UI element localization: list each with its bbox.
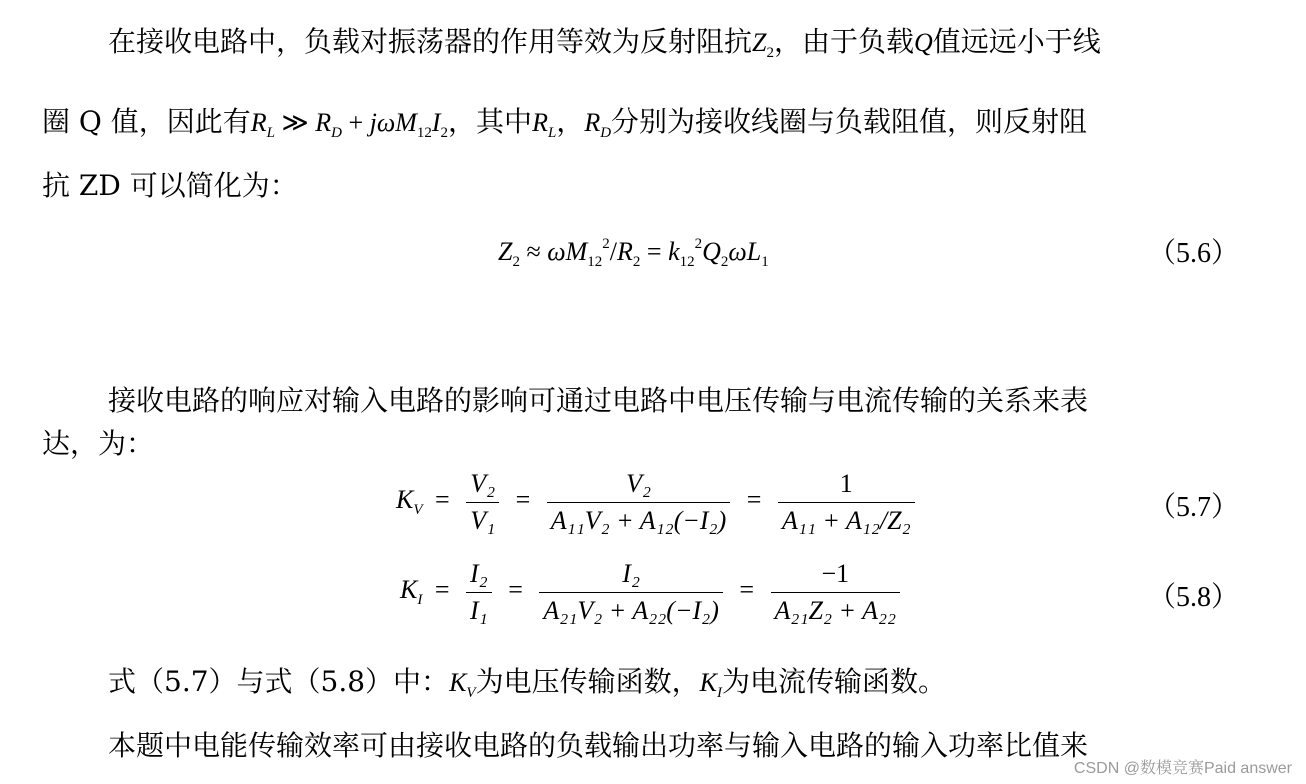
- equation-number-5-8: （5.8）: [1148, 582, 1240, 613]
- equation-5-7: $K_V$ = $\frac{\text{V₂}}{\text{V₁}}$ = $\frac{\text{V₂}}{\text{A₁₁V₂ + A₁₂(−I₂)}}$ = $\frac{1}{\text{A₁₁ + A₁₂/Z₂}}$: [396, 468, 919, 537]
- text-segment: 式（5.7）与式（5.8）中：: [108, 665, 450, 698]
- paragraph1-line2: 圈 Q 值，因此有$R_L$ ≫ $R_D + j\omega M_{12}I_2$，其中$R_L$，$R_D$分别为接收线圈与负载阻值，则反射阻: [42, 105, 1088, 141]
- fraction: $\frac{\text{I₂}}{\text{A₂₁V₂ + A₂₂(−I₂)}}$: [539, 558, 722, 627]
- text-segment: ，其中: [448, 105, 533, 138]
- fraction: $\frac{\text{V₂}}{\text{V₁}}$: [466, 468, 499, 537]
- fraction: $\frac{\text{V₂}}{\text{A₁₁V₂ + A₁₂(−I₂)}}$: [547, 468, 730, 537]
- text-segment: 值远远小于线: [932, 25, 1101, 58]
- kv-symbol: $K_V$: [449, 668, 476, 701]
- watermark: CSDN @数模竞赛Paid answer: [1073, 760, 1292, 777]
- paragraph2-line2: 达，为：: [42, 427, 155, 460]
- rd-symbol: $R_D$: [584, 108, 612, 141]
- paragraph1-line3: 抗 ZD 可以简化为：: [42, 169, 298, 202]
- inequality-expression: $R_L$ ≫ $R_D + j\omega M_{12}I_2$: [250, 108, 449, 141]
- q-symbol: Q: [914, 28, 933, 57]
- text-segment: 为电流传输函数。: [721, 665, 946, 698]
- paragraph1-line1: [108, 24, 1101, 71]
- text-segment: 为电压传输函数，: [475, 665, 700, 698]
- text-segment: 分别为接收线圈与负载阻值，则反射阻: [611, 105, 1088, 138]
- text-segment: 圈 Q 值，因此有: [42, 105, 251, 138]
- ki-symbol: $K_I$: [400, 575, 423, 609]
- kv-symbol: $K_V$: [396, 485, 423, 519]
- fraction: $\frac{1}{\text{A₁₁ + A₁₂/Z₂}}$: [778, 468, 915, 537]
- equation-5-6: $Z_2 \approx \omega M_{12}^2/R_2 = k_{12}^2Q_2\omega L_1$: [498, 236, 769, 270]
- paragraph3: [108, 664, 946, 711]
- ki-symbol: $K_I$: [699, 668, 722, 701]
- text-segment: ，由于负载: [773, 25, 914, 58]
- rl-symbol: $R_L$: [532, 108, 557, 141]
- equation-5-8: $K_I$ = $\frac{\text{I₂}}{\text{I₁}}$ = $\frac{\text{I₂}}{\text{A₂₁V₂ + A₂₂(−I₂)}}$ = $\frac{-1}{\text{A₂₁Z₂ + A₂₂}}$: [400, 558, 904, 627]
- equation-number-5-6: （5.6）: [1148, 238, 1240, 269]
- equation-number-5-7: （5.7）: [1148, 492, 1240, 523]
- paragraph2-line1: 接收电路的响应对输入电路的影响可通过电路中电压传输与电流传输的关系来表: [108, 384, 1089, 417]
- text-segment: 在接收电路中，负载对振荡器的作用等效为反射阻抗: [108, 25, 753, 58]
- fraction: $\frac{-1}{\text{A₂₁Z₂ + A₂₂}}$: [771, 558, 901, 627]
- fraction: $\frac{\text{I₂}}{\text{I₁}}$: [466, 558, 492, 627]
- paragraph4-line1: 本题中电能传输效率可由接收电路的负载输出功率与输入电路的输入功率比值来: [108, 729, 1089, 762]
- z2-symbol: $Z_2$: [752, 28, 774, 61]
